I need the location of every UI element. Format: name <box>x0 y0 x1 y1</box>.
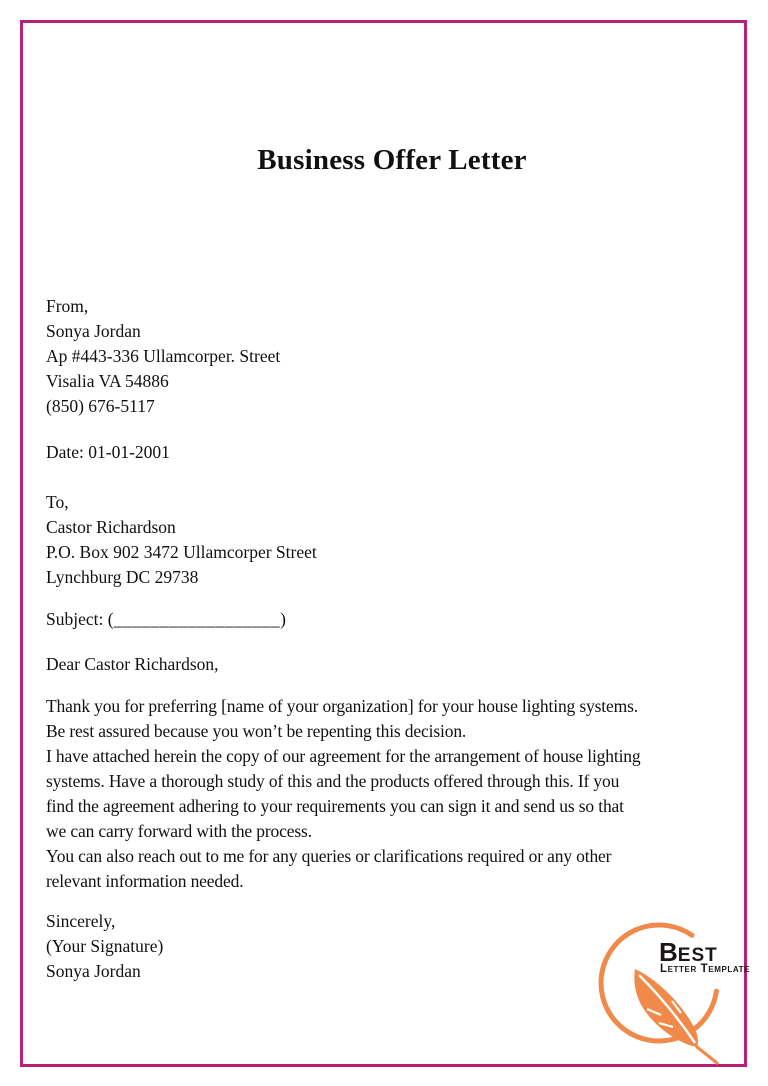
brand-name <box>659 939 718 965</box>
closing-name: Sonya Jordan <box>46 961 141 981</box>
closing-signature-placeholder: (Your Signature) <box>46 936 164 956</box>
body-line: find the agreement adhering to your requirements you can sign it and send us so that <box>46 796 624 816</box>
brand-name-rest: EST <box>677 945 718 966</box>
subject-line <box>46 607 738 632</box>
body-line: I have attached herein the copy of our agreement for the arrangement of house lighting <box>46 746 641 766</box>
brand-logo <box>595 917 751 1067</box>
salutation: Dear Castor Richardson, <box>46 654 219 674</box>
letter-content <box>46 0 738 984</box>
body-line: relevant information needed. <box>46 871 244 891</box>
from-city: Visalia VA 54886 <box>46 371 169 391</box>
subject-blank-field: __________________ <box>113 609 281 629</box>
to-street: P.O. Box 902 3472 Ullamcorper Street <box>46 542 317 562</box>
from-phone: (850) 676-5117 <box>46 396 155 416</box>
to-label: To, <box>46 492 69 512</box>
body-line: You can also reach out to me for any queries or clarifications required or any other <box>46 846 612 866</box>
closing-sincerely: Sincerely, <box>46 911 116 931</box>
to-city: Lynchburg DC 29738 <box>46 567 199 587</box>
date-line: Date: 01-01-2001 <box>46 442 170 462</box>
to-name: Castor Richardson <box>46 517 176 537</box>
brand-tagline: Letter Template <box>660 963 751 975</box>
body-line: we can carry forward with the process. <box>46 821 312 841</box>
body-line: Be rest assured because you won’t be repenting this decision. <box>46 721 467 741</box>
subject-suffix: ) <box>280 609 286 629</box>
from-block <box>46 294 738 419</box>
from-label: From, <box>46 296 89 316</box>
body-line: systems. Have a thorough study of this and the products offered through this. If you <box>46 771 620 791</box>
to-block <box>46 490 738 590</box>
body-line: Thank you for preferring [name of your organization] for your house lighting systems. <box>46 696 638 716</box>
subject-prefix: Subject: ( <box>46 609 114 629</box>
letter-body <box>46 694 738 894</box>
from-name: Sonya Jordan <box>46 321 141 341</box>
from-street: Ap #443-336 Ullamcorper. Street <box>46 346 281 366</box>
letter-title: Business Offer Letter <box>257 144 527 176</box>
brand-name-initial: B <box>659 937 678 967</box>
